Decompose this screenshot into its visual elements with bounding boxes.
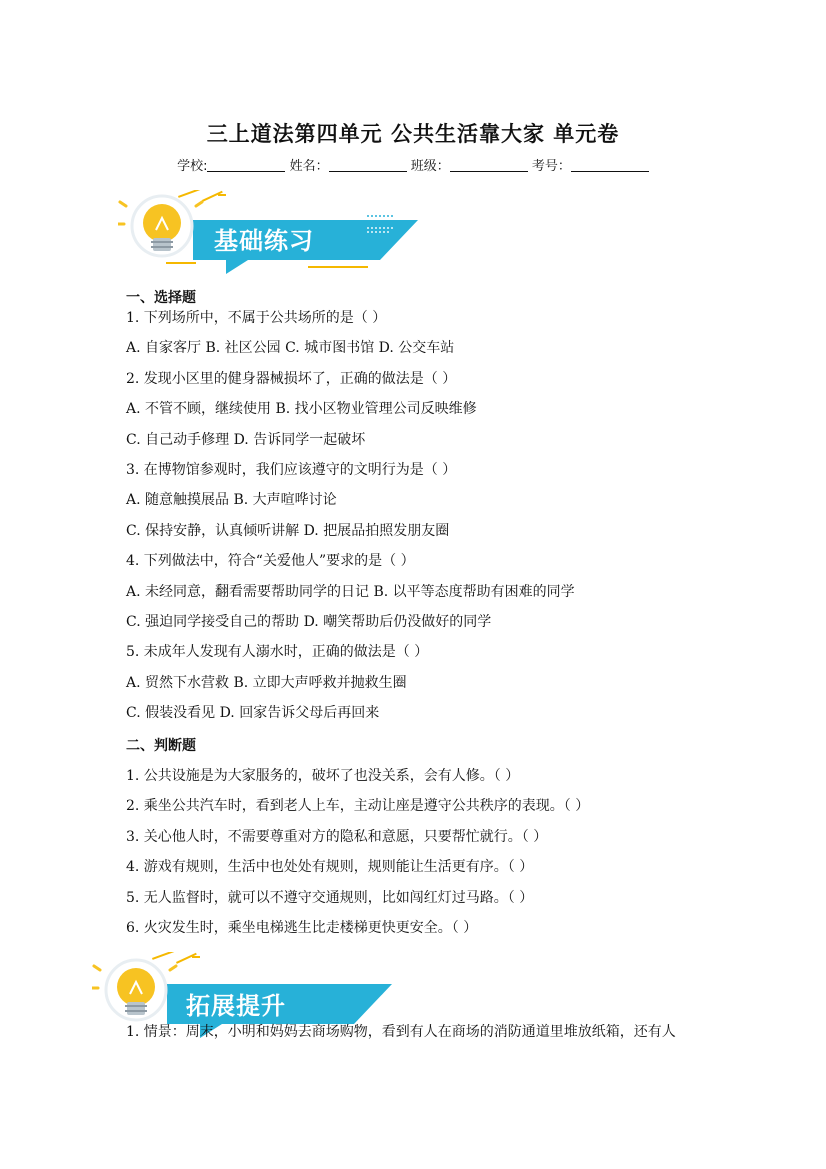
- class-label: 班级：: [410, 159, 450, 174]
- question-line: 1. 公共设施是为大家服务的，破坏了也没关系，会有人修。（ ）: [126, 768, 520, 784]
- question-line: 5. 无人监督时，就可以不遵守交通规则，比如闯红灯过马路。（ ）: [126, 889, 534, 906]
- question-line: 5. 未成年人发现有人溺水时，正确的做法是（ ）: [126, 644, 429, 661]
- question-line: C. 强迫同学接受自己的帮助 D. 嘲笑帮助后仍没做好的同学: [126, 614, 492, 630]
- question-line: A. 未经同意，翻看需要帮助同学的日记 B. 以平等态度帮助有困难的同学: [126, 583, 575, 600]
- question-line: A. 自家客厅 B. 社区公园 C. 城市图书馆 D. 公交车站: [126, 340, 455, 357]
- banner-title: 拓展提升: [186, 992, 286, 1020]
- lightbulb-icon: [118, 196, 202, 256]
- question-line: C. 自己动手修理 D. 告诉同学一起破坏: [126, 431, 366, 448]
- question-line: C. 保持安静，认真倾听讲解 D. 把展品拍照发朋友圈: [126, 522, 450, 539]
- question-line: 3. 在博物馆参观时，我们应该遵守的文明行为是（ ）: [126, 462, 457, 478]
- class-blank: [450, 158, 528, 172]
- question-line: 1. 下列场所中，不属于公共场所的是（ ）: [126, 310, 387, 326]
- lightbulb-icon: [92, 960, 176, 1020]
- exam-number-label: 考号：: [531, 159, 571, 174]
- question-line: A. 不管不顾，继续使用 B. 找小区物业管理公司反映维修: [126, 401, 477, 418]
- question-line: 2. 发现小区里的健身器械损坏了，正确的做法是（ ）: [126, 370, 457, 387]
- school-blank: [207, 158, 285, 172]
- exam-number-blank: [571, 158, 649, 172]
- choice-heading: 一、选择题: [126, 290, 196, 306]
- section-banner-basic: [118, 190, 428, 276]
- question-line: A. 随意触摸展品 B. 大声喧哗讨论: [126, 492, 337, 509]
- banner-title: 基础练习: [214, 227, 314, 255]
- name-label: 姓名：: [289, 159, 329, 174]
- question-line: 1. 情景：周末，小明和妈妈去商场购物，看到有人在商场的消防通道里堆放纸箱，还有人: [126, 1024, 676, 1040]
- question-line: 2. 乘坐公共汽车时，看到老人上车，主动让座是遵守公共秩序的表现。（ ）: [126, 798, 590, 815]
- judge-heading: 二、判断题: [126, 738, 196, 754]
- school-label: 学校:: [177, 159, 208, 174]
- name-blank: [329, 158, 407, 172]
- question-line: 6. 火灾发生时，乘坐电梯逃生比走楼梯更快更安全。（ ）: [126, 920, 478, 936]
- page-title: 三上道法第四单元 公共生活靠大家 单元卷: [206, 122, 620, 146]
- question-line: C. 假装没看见 D. 回家告诉父母后再回来: [126, 705, 380, 722]
- question-line: A. 贸然下水营救 B. 立即大声呼救并抛救生圈: [126, 674, 407, 691]
- student-info-line: [0, 155, 826, 174]
- question-line: 3. 关心他人时，不需要尊重对方的隐私和意愿，只要帮忙就行。（ ）: [126, 828, 548, 845]
- question-line: 4. 下列做法中，符合“关爱他人”要求的是（ ）: [126, 553, 415, 570]
- question-line: 4. 游戏有规则，生活中也处处有规则，规则能让生活更有序。（ ）: [126, 859, 534, 876]
